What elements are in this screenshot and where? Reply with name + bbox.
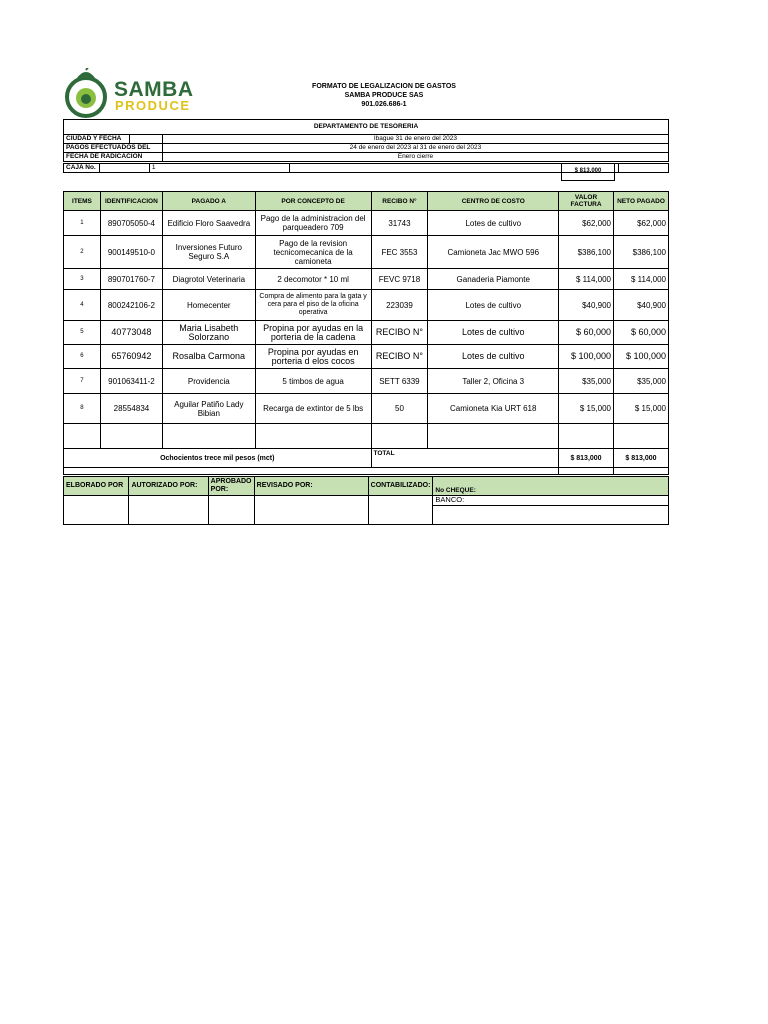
id-cell: 890701760-7 bbox=[100, 269, 162, 290]
amount-in-words: Ochocientos trece mil pesos (mct) bbox=[64, 449, 372, 468]
cost-center-cell: Camioneta Jac MWO 596 bbox=[428, 236, 559, 269]
receipt-cell: 50 bbox=[371, 394, 428, 424]
col-header-items: ITEMS bbox=[64, 192, 101, 211]
cheque-number-label: No CHEQUE: bbox=[433, 477, 669, 496]
invoice-cell: $ 60,000 bbox=[559, 321, 614, 345]
item-number: 8 bbox=[64, 394, 101, 424]
item-number: 3 bbox=[64, 269, 101, 290]
concept-cell: Pago de la revision tecnicomecanica de la camioneta bbox=[255, 236, 371, 269]
avocado-icon bbox=[62, 68, 112, 118]
col-header-receipt: RECIBO N° bbox=[371, 192, 428, 211]
cost-center-cell: Taller 2, Oficina 3 bbox=[428, 369, 559, 394]
invoice-cell: $ 100,000 bbox=[559, 345, 614, 369]
col-header-id: IDENTIFICACION bbox=[100, 192, 162, 211]
filing-date-value: Enero cierre bbox=[162, 153, 668, 162]
paid-to-cell: Providencia bbox=[162, 369, 255, 394]
table-row-empty bbox=[64, 424, 669, 449]
id-cell: 28554834 bbox=[100, 394, 162, 424]
net-cell: $ 114,000 bbox=[613, 269, 668, 290]
bank-label: BANCO: bbox=[433, 496, 669, 506]
invoice-cell: $ 15,000 bbox=[559, 394, 614, 424]
cost-center-cell: Camioneta Kia URT 618 bbox=[428, 394, 559, 424]
net-cell: $35,000 bbox=[613, 369, 668, 394]
city-date-label: CIUDAD Y FECHA bbox=[64, 135, 130, 144]
paid-to-cell: Maria Lisabeth Solorzano bbox=[162, 321, 255, 345]
net-cell: $ 60,000 bbox=[613, 321, 668, 345]
col-header-invoice: VALOR FACTURA bbox=[559, 192, 614, 211]
box-label: CAJA No. bbox=[64, 164, 100, 173]
paid-to-cell: Aguilar Patiño Lady Bibian bbox=[162, 394, 255, 424]
company-nit: 901.026.686-1 bbox=[361, 101, 407, 108]
invoice-cell: $40,900 bbox=[559, 290, 614, 321]
receipt-cell: RECIBO N° bbox=[371, 345, 428, 369]
net-cell: $40,900 bbox=[613, 290, 668, 321]
reviewed-by-label: REVISADO POR: bbox=[254, 477, 368, 496]
item-number: 2 bbox=[64, 236, 101, 269]
paid-to-cell: Inversiones Futuro Seguro S.A bbox=[162, 236, 255, 269]
box-number: 1 bbox=[149, 164, 289, 173]
table-row bbox=[64, 290, 669, 321]
paid-to-cell: Diagrotol Veterinaria bbox=[162, 269, 255, 290]
total-invoice: $ 813,000 bbox=[559, 449, 614, 468]
table-row bbox=[64, 345, 669, 369]
table-row bbox=[64, 369, 669, 394]
id-cell: 901063411-2 bbox=[100, 369, 162, 394]
total-net: $ 813,000 bbox=[613, 449, 668, 468]
receipt-cell: SETT 6339 bbox=[371, 369, 428, 394]
table-row bbox=[64, 236, 669, 269]
total-label: TOTAL bbox=[371, 449, 559, 468]
city-date-value: Ibague 31 de enero del 2023 bbox=[162, 135, 668, 144]
department-title: DEPARTAMENTO DE TESORERIA bbox=[64, 120, 669, 135]
concept-cell: 2 decomotor * 10 ml bbox=[255, 269, 371, 290]
authorized-by-label: AUTORIZADO POR: bbox=[129, 477, 208, 496]
concept-cell: 5 timbos de agua bbox=[255, 369, 371, 394]
table-header-row bbox=[64, 192, 669, 211]
item-number: 6 bbox=[64, 345, 101, 369]
payments-value: 24 de enero del 2023 al 31 de enero del 2023 bbox=[162, 144, 668, 153]
table-row bbox=[64, 321, 669, 345]
table-row bbox=[64, 269, 669, 290]
info-table bbox=[63, 119, 669, 162]
id-cell: 800242106-2 bbox=[100, 290, 162, 321]
approved-by-label: APROBADO POR: bbox=[208, 477, 254, 496]
concept-cell: Propina por ayudas en porteria d elos cocos bbox=[255, 345, 371, 369]
net-cell: $62,000 bbox=[613, 211, 668, 236]
cost-center-cell: Lotes de cultivo bbox=[428, 211, 559, 236]
receipt-cell: FEC 3553 bbox=[371, 236, 428, 269]
cost-center-cell: Lotes de cultivo bbox=[428, 345, 559, 369]
table-row bbox=[64, 211, 669, 236]
receipt-cell: RECIBO N° bbox=[371, 321, 428, 345]
payments-label: PAGOS EFECTUADOS DEL bbox=[64, 144, 163, 153]
paid-to-cell: Rosalba Carmona bbox=[162, 345, 255, 369]
samba-produce-logo bbox=[62, 68, 212, 118]
net-cell: $ 100,000 bbox=[613, 345, 668, 369]
total-row bbox=[64, 449, 669, 468]
company-name: SAMBA PRODUCE SAS bbox=[344, 92, 424, 99]
col-header-net: NETO PAGADO bbox=[613, 192, 668, 211]
receipt-cell: 31743 bbox=[371, 211, 428, 236]
item-number: 5 bbox=[64, 321, 101, 345]
id-cell: 900149510-0 bbox=[100, 236, 162, 269]
col-header-concept: POR CONCEPTO DE bbox=[255, 192, 371, 211]
concept-cell: Pago de la administracion del parqueadero 709 bbox=[255, 211, 371, 236]
concept-cell: Propina por ayudas en la porteria de la cadena bbox=[255, 321, 371, 345]
net-cell: $ 15,000 bbox=[613, 394, 668, 424]
col-header-cost-center: CENTRO DE COSTO bbox=[428, 192, 559, 211]
invoice-cell: $386,100 bbox=[559, 236, 614, 269]
concept-cell: Recarga de extintor de 5 lbs bbox=[255, 394, 371, 424]
cost-center-cell: Lotes de cultivo bbox=[428, 290, 559, 321]
logo-text-samba: SAMBA bbox=[114, 78, 194, 101]
receipt-cell: FEVC 9718 bbox=[371, 269, 428, 290]
net-cell: $386,100 bbox=[613, 236, 668, 269]
invoice-cell: $35,000 bbox=[559, 369, 614, 394]
box-amount: $ 813,000 bbox=[561, 163, 615, 181]
table-row bbox=[64, 394, 669, 424]
item-number: 1 bbox=[64, 211, 101, 236]
item-number: 7 bbox=[64, 369, 101, 394]
id-cell: 65760942 bbox=[100, 345, 162, 369]
prepared-by-label: ELBORADO POR bbox=[64, 477, 129, 496]
invoice-cell: $62,000 bbox=[559, 211, 614, 236]
item-number: 4 bbox=[64, 290, 101, 321]
expenses-table bbox=[63, 191, 669, 475]
logo-text-produce: PRODUCE bbox=[115, 98, 191, 113]
signatures-table bbox=[63, 476, 669, 525]
cost-center-cell: Lotes de cultivo bbox=[428, 321, 559, 345]
receipt-cell: 223039 bbox=[371, 290, 428, 321]
cost-center-cell: Ganaderia Piamonte bbox=[428, 269, 559, 290]
spacer-row bbox=[64, 468, 669, 475]
col-header-paid-to: PAGADO A bbox=[162, 192, 255, 211]
invoice-cell: $ 114,000 bbox=[559, 269, 614, 290]
paid-to-cell: Edificio Floro Saavedra bbox=[162, 211, 255, 236]
paid-to-cell: Homecenter bbox=[162, 290, 255, 321]
concept-cell: Compra de alimento para la gata y cera para el piso de la oficina operativa bbox=[255, 290, 371, 321]
filing-date-label: FECHA DE RADICACION bbox=[64, 153, 163, 162]
id-cell: 890705050-4 bbox=[100, 211, 162, 236]
id-cell: 40773048 bbox=[100, 321, 162, 345]
form-title: FORMATO DE LEGALIZACION DE GASTOS bbox=[312, 83, 456, 90]
accounted-label: CONTABILIZADO: bbox=[368, 477, 433, 496]
